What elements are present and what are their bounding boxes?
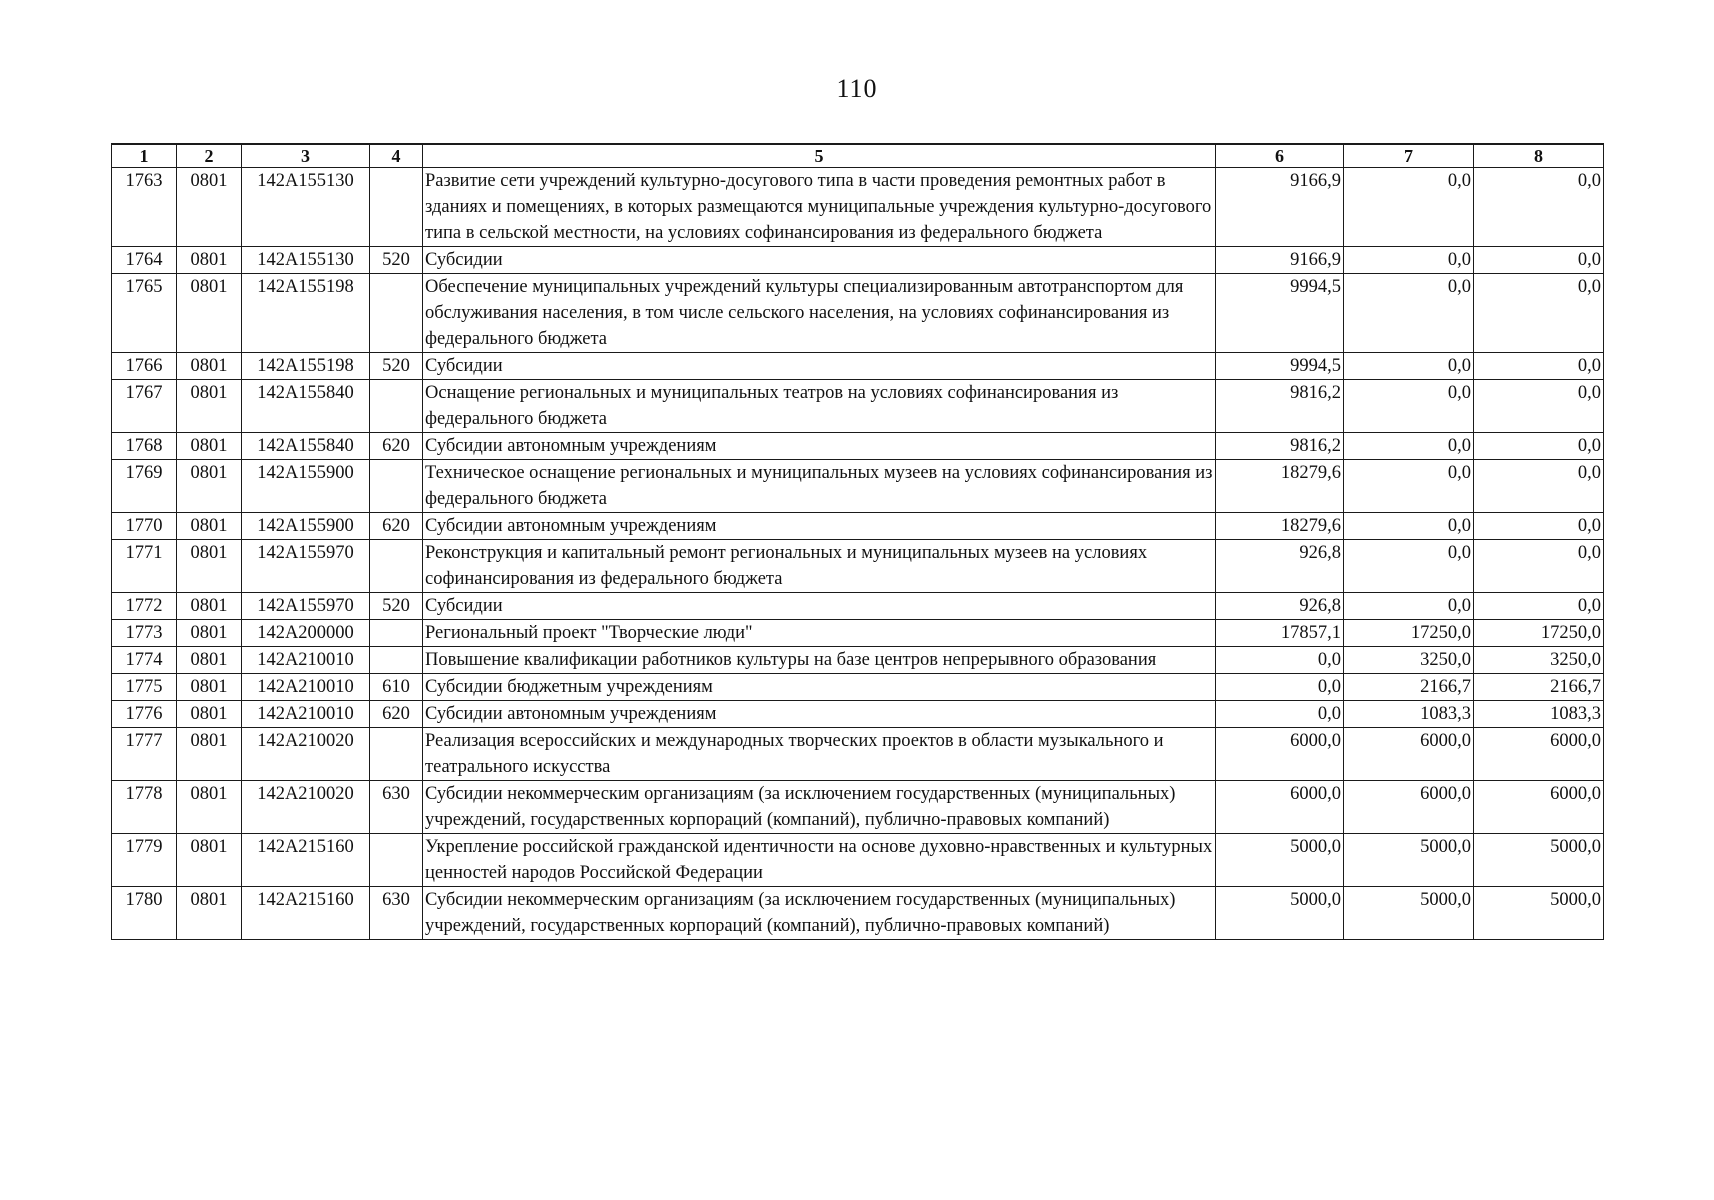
description-cell: Субсидии: [423, 247, 1216, 274]
table-row: [112, 460, 1604, 513]
budget-table: [111, 143, 1604, 940]
table-row: [112, 274, 1604, 353]
amount-col-6-cell: 5000,0: [1216, 834, 1344, 887]
table-row: [112, 701, 1604, 728]
section-code-cell: 0801: [177, 433, 242, 460]
expense-type-cell: 620: [370, 433, 423, 460]
section-code-cell: 0801: [177, 674, 242, 701]
target-code-cell: 142A200000: [242, 620, 370, 647]
table-row: [112, 513, 1604, 540]
row-number-cell: 1774: [112, 647, 177, 674]
header-col-5: 5: [423, 144, 1216, 168]
section-code-cell: 0801: [177, 247, 242, 274]
amount-col-8-cell: 5000,0: [1474, 887, 1604, 940]
header-col-3: 3: [242, 144, 370, 168]
amount-col-8-cell: 0,0: [1474, 540, 1604, 593]
row-number-cell: 1780: [112, 887, 177, 940]
amount-col-7-cell: 0,0: [1344, 353, 1474, 380]
amount-col-7-cell: 6000,0: [1344, 728, 1474, 781]
target-code-cell: 142A215160: [242, 834, 370, 887]
table-row: [112, 540, 1604, 593]
target-code-cell: 142A155970: [242, 593, 370, 620]
row-number-cell: 1770: [112, 513, 177, 540]
section-code-cell: 0801: [177, 460, 242, 513]
row-number-cell: 1766: [112, 353, 177, 380]
amount-col-8-cell: 6000,0: [1474, 781, 1604, 834]
row-number-cell: 1778: [112, 781, 177, 834]
amount-col-7-cell: 17250,0: [1344, 620, 1474, 647]
target-code-cell: 142A210010: [242, 701, 370, 728]
target-code-cell: 142A210020: [242, 781, 370, 834]
target-code-cell: 142A155900: [242, 513, 370, 540]
section-code-cell: 0801: [177, 274, 242, 353]
amount-col-6-cell: 0,0: [1216, 674, 1344, 701]
description-cell: Повышение квалификации работников культуры на базе центров непрерывного образования: [423, 647, 1216, 674]
table-row: [112, 433, 1604, 460]
description-cell: Обеспечение муниципальных учреждений культуры специализированным автотранспортом для обслуживания населения, в том числе сельского населения, на условиях софинансирования из федерального бюджета: [423, 274, 1216, 353]
table-row: [112, 781, 1604, 834]
amount-col-8-cell: 2166,7: [1474, 674, 1604, 701]
expense-type-cell: 520: [370, 353, 423, 380]
expense-type-cell: [370, 460, 423, 513]
header-col-8: 8: [1474, 144, 1604, 168]
description-cell: Субсидии бюджетным учреждениям: [423, 674, 1216, 701]
row-number-cell: 1775: [112, 674, 177, 701]
amount-col-8-cell: 1083,3: [1474, 701, 1604, 728]
target-code-cell: 142A155130: [242, 168, 370, 247]
target-code-cell: 142A215160: [242, 887, 370, 940]
table-row: [112, 353, 1604, 380]
section-code-cell: 0801: [177, 353, 242, 380]
expense-type-cell: 620: [370, 513, 423, 540]
amount-col-7-cell: 2166,7: [1344, 674, 1474, 701]
description-cell: Техническое оснащение региональных и муниципальных музеев на условиях софинансирования из федерального бюджета: [423, 460, 1216, 513]
section-code-cell: 0801: [177, 728, 242, 781]
amount-col-7-cell: 0,0: [1344, 540, 1474, 593]
target-code-cell: 142A155840: [242, 433, 370, 460]
row-number-cell: 1763: [112, 168, 177, 247]
description-cell: Оснащение региональных и муниципальных театров на условиях софинансирования из федерального бюджета: [423, 380, 1216, 433]
target-code-cell: 142A210020: [242, 728, 370, 781]
amount-col-8-cell: 17250,0: [1474, 620, 1604, 647]
amount-col-6-cell: 926,8: [1216, 540, 1344, 593]
row-number-cell: 1779: [112, 834, 177, 887]
table-row: [112, 887, 1604, 940]
section-code-cell: 0801: [177, 620, 242, 647]
page-number: 110: [836, 74, 878, 103]
section-code-cell: 0801: [177, 887, 242, 940]
row-number-cell: 1777: [112, 728, 177, 781]
row-number-cell: 1764: [112, 247, 177, 274]
section-code-cell: 0801: [177, 540, 242, 593]
section-code-cell: 0801: [177, 834, 242, 887]
amount-col-8-cell: 0,0: [1474, 353, 1604, 380]
description-cell: Реконструкция и капитальный ремонт региональных и муниципальных музеев на условиях софинансирования из федерального бюджета: [423, 540, 1216, 593]
expense-type-cell: [370, 620, 423, 647]
amount-col-7-cell: 0,0: [1344, 380, 1474, 433]
target-code-cell: 142A155198: [242, 353, 370, 380]
amount-col-8-cell: 0,0: [1474, 513, 1604, 540]
section-code-cell: 0801: [177, 168, 242, 247]
description-cell: Развитие сети учреждений культурно-досугового типа в части проведения ремонтных работ в зданиях и помещениях, в которых размещаются муниципальные учреждения культурно-досугового типа в сельской местности, на условиях софинансирования из федерального бюджета: [423, 168, 1216, 247]
amount-col-8-cell: 0,0: [1474, 247, 1604, 274]
amount-col-8-cell: 5000,0: [1474, 834, 1604, 887]
description-cell: Субсидии: [423, 593, 1216, 620]
table-body: [112, 168, 1604, 940]
header-col-4: 4: [370, 144, 423, 168]
amount-col-6-cell: 9994,5: [1216, 274, 1344, 353]
target-code-cell: 142A155130: [242, 247, 370, 274]
amount-col-6-cell: 926,8: [1216, 593, 1344, 620]
amount-col-7-cell: 0,0: [1344, 460, 1474, 513]
description-cell: Укрепление российской гражданской идентичности на основе духовно-нравственных и культурных ценностей народов Российской Федерации: [423, 834, 1216, 887]
table-row: [112, 647, 1604, 674]
amount-col-6-cell: 18279,6: [1216, 513, 1344, 540]
description-cell: Реализация всероссийских и международных творческих проектов в области музыкального и театрального искусства: [423, 728, 1216, 781]
table-row: [112, 380, 1604, 433]
expense-type-cell: 520: [370, 593, 423, 620]
description-cell: Субсидии автономным учреждениям: [423, 433, 1216, 460]
expense-type-cell: 520: [370, 247, 423, 274]
table-row: [112, 674, 1604, 701]
expense-type-cell: [370, 647, 423, 674]
amount-col-7-cell: 0,0: [1344, 274, 1474, 353]
target-code-cell: 142A155970: [242, 540, 370, 593]
amount-col-8-cell: 6000,0: [1474, 728, 1604, 781]
description-cell: Региональный проект "Творческие люди": [423, 620, 1216, 647]
table-row: [112, 168, 1604, 247]
target-code-cell: 142A210010: [242, 674, 370, 701]
row-number-cell: 1773: [112, 620, 177, 647]
amount-col-6-cell: 18279,6: [1216, 460, 1344, 513]
expense-type-cell: 630: [370, 781, 423, 834]
amount-col-7-cell: 0,0: [1344, 593, 1474, 620]
description-cell: Субсидии автономным учреждениям: [423, 701, 1216, 728]
amount-col-6-cell: 9994,5: [1216, 353, 1344, 380]
table-row: [112, 620, 1604, 647]
amount-col-8-cell: 0,0: [1474, 460, 1604, 513]
expense-type-cell: [370, 168, 423, 247]
amount-col-7-cell: 3250,0: [1344, 647, 1474, 674]
amount-col-8-cell: 0,0: [1474, 433, 1604, 460]
expense-type-cell: [370, 728, 423, 781]
amount-col-8-cell: 0,0: [1474, 168, 1604, 247]
table-row: [112, 728, 1604, 781]
target-code-cell: 142A155900: [242, 460, 370, 513]
amount-col-6-cell: 9816,2: [1216, 380, 1344, 433]
section-code-cell: 0801: [177, 513, 242, 540]
row-number-cell: 1767: [112, 380, 177, 433]
description-cell: Субсидии: [423, 353, 1216, 380]
row-number-cell: 1768: [112, 433, 177, 460]
table-row: [112, 834, 1604, 887]
amount-col-6-cell: 17857,1: [1216, 620, 1344, 647]
amount-col-7-cell: 0,0: [1344, 168, 1474, 247]
header-col-6: 6: [1216, 144, 1344, 168]
amount-col-7-cell: 5000,0: [1344, 834, 1474, 887]
amount-col-8-cell: 0,0: [1474, 380, 1604, 433]
amount-col-6-cell: 0,0: [1216, 647, 1344, 674]
row-number-cell: 1776: [112, 701, 177, 728]
row-number-cell: 1771: [112, 540, 177, 593]
amount-col-7-cell: 6000,0: [1344, 781, 1474, 834]
description-cell: Субсидии некоммерческим организациям (за исключением государственных (муниципальных) учреждений, государственных корпораций (компаний), публично-правовых компаний): [423, 781, 1216, 834]
section-code-cell: 0801: [177, 701, 242, 728]
description-cell: Субсидии автономным учреждениям: [423, 513, 1216, 540]
target-code-cell: 142A155198: [242, 274, 370, 353]
amount-col-7-cell: 0,0: [1344, 247, 1474, 274]
section-code-cell: 0801: [177, 380, 242, 433]
expense-type-cell: 620: [370, 701, 423, 728]
amount-col-8-cell: 0,0: [1474, 593, 1604, 620]
table-row: [112, 247, 1604, 274]
header-col-7: 7: [1344, 144, 1474, 168]
amount-col-8-cell: 3250,0: [1474, 647, 1604, 674]
header-row: [112, 144, 1604, 168]
amount-col-6-cell: 0,0: [1216, 701, 1344, 728]
amount-col-6-cell: 6000,0: [1216, 728, 1344, 781]
header-col-1: 1: [112, 144, 177, 168]
expense-type-cell: [370, 274, 423, 353]
expense-type-cell: [370, 380, 423, 433]
section-code-cell: 0801: [177, 593, 242, 620]
amount-col-7-cell: 5000,0: [1344, 887, 1474, 940]
expense-type-cell: [370, 834, 423, 887]
expense-type-cell: [370, 540, 423, 593]
section-code-cell: 0801: [177, 647, 242, 674]
target-code-cell: 142A210010: [242, 647, 370, 674]
target-code-cell: 142A155840: [242, 380, 370, 433]
table-header: [112, 144, 1604, 168]
description-cell: Субсидии некоммерческим организациям (за исключением государственных (муниципальных) учреждений, государственных корпораций (компаний), публично-правовых компаний): [423, 887, 1216, 940]
amount-col-6-cell: 9166,9: [1216, 168, 1344, 247]
table-row: [112, 593, 1604, 620]
expense-type-cell: 630: [370, 887, 423, 940]
row-number-cell: 1765: [112, 274, 177, 353]
amount-col-6-cell: 9816,2: [1216, 433, 1344, 460]
section-code-cell: 0801: [177, 781, 242, 834]
amount-col-6-cell: 9166,9: [1216, 247, 1344, 274]
amount-col-7-cell: 0,0: [1344, 433, 1474, 460]
row-number-cell: 1772: [112, 593, 177, 620]
header-col-2: 2: [177, 144, 242, 168]
amount-col-6-cell: 6000,0: [1216, 781, 1344, 834]
amount-col-7-cell: 0,0: [1344, 513, 1474, 540]
amount-col-8-cell: 0,0: [1474, 274, 1604, 353]
amount-col-6-cell: 5000,0: [1216, 887, 1344, 940]
row-number-cell: 1769: [112, 460, 177, 513]
expense-type-cell: 610: [370, 674, 423, 701]
amount-col-7-cell: 1083,3: [1344, 701, 1474, 728]
